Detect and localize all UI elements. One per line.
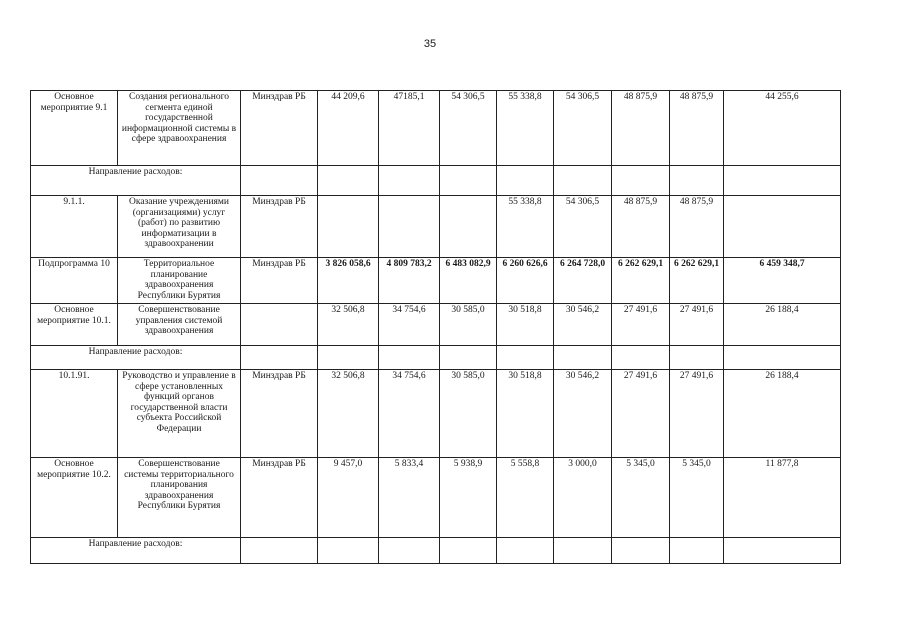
empty-cell <box>241 166 318 196</box>
row-code: 10.1.91. <box>31 370 118 458</box>
value-cell: 30 518,8 <box>497 370 554 458</box>
value-cell: 5 345,0 <box>612 458 670 538</box>
empty-cell <box>241 346 318 370</box>
value-cell: 30 546,2 <box>554 370 612 458</box>
value-cell: 6 483 082,9 <box>440 258 497 304</box>
empty-cell <box>724 538 841 564</box>
row-executor: Минздрав РБ <box>241 91 318 166</box>
value-cell: 5 345,0 <box>670 458 724 538</box>
value-cell: 27 491,6 <box>670 370 724 458</box>
row-name: Территориальное планирование здравоохранения Республики Бурятия <box>118 258 241 304</box>
direction-label: Направление расходов: <box>31 538 241 564</box>
value-cell: 48 875,9 <box>670 196 724 258</box>
value-cell: 34 754,6 <box>379 370 440 458</box>
empty-cell <box>612 346 670 370</box>
empty-cell <box>379 346 440 370</box>
direction-row <box>31 166 841 196</box>
empty-cell <box>440 346 497 370</box>
direction-row <box>31 346 841 370</box>
empty-cell <box>379 166 440 196</box>
direction-label: Направление расходов: <box>31 166 241 196</box>
value-cell: 6 262 629,1 <box>612 258 670 304</box>
value-cell: 26 188,4 <box>724 370 841 458</box>
empty-cell <box>497 346 554 370</box>
empty-cell <box>241 538 318 564</box>
value-cell: 55 338,8 <box>497 196 554 258</box>
value-cell <box>724 196 841 258</box>
value-cell: 55 338,8 <box>497 91 554 166</box>
value-cell: 54 306,5 <box>440 91 497 166</box>
table-row <box>31 370 841 458</box>
value-cell: 4 809 783,2 <box>379 258 440 304</box>
empty-cell <box>318 538 379 564</box>
row-name: Совершенствование управления системой здравоохранения <box>118 304 241 346</box>
value-cell: 30 518,8 <box>497 304 554 346</box>
table-row <box>31 258 841 304</box>
row-name: Создания регионального сегмента единой государственной информационной системы в сфере здравоохранения <box>118 91 241 166</box>
row-name: Совершенствование системы территориального планирования здравоохранения Республики Бурятия <box>118 458 241 538</box>
table-body <box>31 91 841 564</box>
empty-cell <box>670 166 724 196</box>
value-cell: 48 875,9 <box>612 196 670 258</box>
direction-row <box>31 538 841 564</box>
value-cell: 3 826 058,6 <box>318 258 379 304</box>
row-name: Оказание учреждениями (организациями) услуг (работ) по развитию информатизации в здравоохранении <box>118 196 241 258</box>
value-cell: 32 506,8 <box>318 370 379 458</box>
value-cell: 54 306,5 <box>554 196 612 258</box>
value-cell: 9 457,0 <box>318 458 379 538</box>
value-cell: 5 558,8 <box>497 458 554 538</box>
empty-cell <box>318 346 379 370</box>
value-cell: 6 262 629,1 <box>670 258 724 304</box>
value-cell: 6 264 728,0 <box>554 258 612 304</box>
row-executor <box>241 304 318 346</box>
row-executor: Минздрав РБ <box>241 370 318 458</box>
row-name: Руководство и управление в сфере установленных функций органов государственной власти субъекта Российской Федерации <box>118 370 241 458</box>
table-row <box>31 196 841 258</box>
empty-cell <box>554 346 612 370</box>
empty-cell <box>318 166 379 196</box>
value-cell: 48 875,9 <box>670 91 724 166</box>
value-cell <box>379 196 440 258</box>
value-cell: 34 754,6 <box>379 304 440 346</box>
empty-cell <box>554 538 612 564</box>
value-cell: 47185,1 <box>379 91 440 166</box>
empty-cell <box>670 538 724 564</box>
row-code: Основное мероприятие 9.1 <box>31 91 118 166</box>
budget-table <box>30 90 841 564</box>
value-cell <box>318 196 379 258</box>
empty-cell <box>497 538 554 564</box>
value-cell: 6 260 626,6 <box>497 258 554 304</box>
value-cell: 30 585,0 <box>440 304 497 346</box>
row-executor: Минздрав РБ <box>241 258 318 304</box>
value-cell: 11 877,8 <box>724 458 841 538</box>
empty-cell <box>724 346 841 370</box>
table-row <box>31 91 841 166</box>
row-code: 9.1.1. <box>31 196 118 258</box>
value-cell: 26 188,4 <box>724 304 841 346</box>
value-cell: 3 000,0 <box>554 458 612 538</box>
row-code: Основное мероприятие 10.2. <box>31 458 118 538</box>
value-cell: 27 491,6 <box>670 304 724 346</box>
page-number: 35 <box>423 38 437 50</box>
value-cell: 44 209,6 <box>318 91 379 166</box>
table-row <box>31 304 841 346</box>
row-code: Основное мероприятие 10.1. <box>31 304 118 346</box>
value-cell: 48 875,9 <box>612 91 670 166</box>
empty-cell <box>379 538 440 564</box>
row-executor: Минздрав РБ <box>241 196 318 258</box>
empty-cell <box>497 166 554 196</box>
row-code: Подпрограмма 10 <box>31 258 118 304</box>
empty-cell <box>724 166 841 196</box>
value-cell: 54 306,5 <box>554 91 612 166</box>
value-cell: 30 585,0 <box>440 370 497 458</box>
value-cell <box>440 196 497 258</box>
value-cell: 44 255,6 <box>724 91 841 166</box>
direction-label: Направление расходов: <box>31 346 241 370</box>
value-cell: 27 491,6 <box>612 304 670 346</box>
empty-cell <box>612 538 670 564</box>
value-cell: 32 506,8 <box>318 304 379 346</box>
table-row <box>31 458 841 538</box>
value-cell: 30 546,2 <box>554 304 612 346</box>
value-cell: 6 459 348,7 <box>724 258 841 304</box>
row-executor: Минздрав РБ <box>241 458 318 538</box>
value-cell: 5 833,4 <box>379 458 440 538</box>
value-cell: 27 491,6 <box>612 370 670 458</box>
empty-cell <box>440 166 497 196</box>
empty-cell <box>670 346 724 370</box>
empty-cell <box>612 166 670 196</box>
value-cell: 5 938,9 <box>440 458 497 538</box>
empty-cell <box>554 166 612 196</box>
empty-cell <box>440 538 497 564</box>
